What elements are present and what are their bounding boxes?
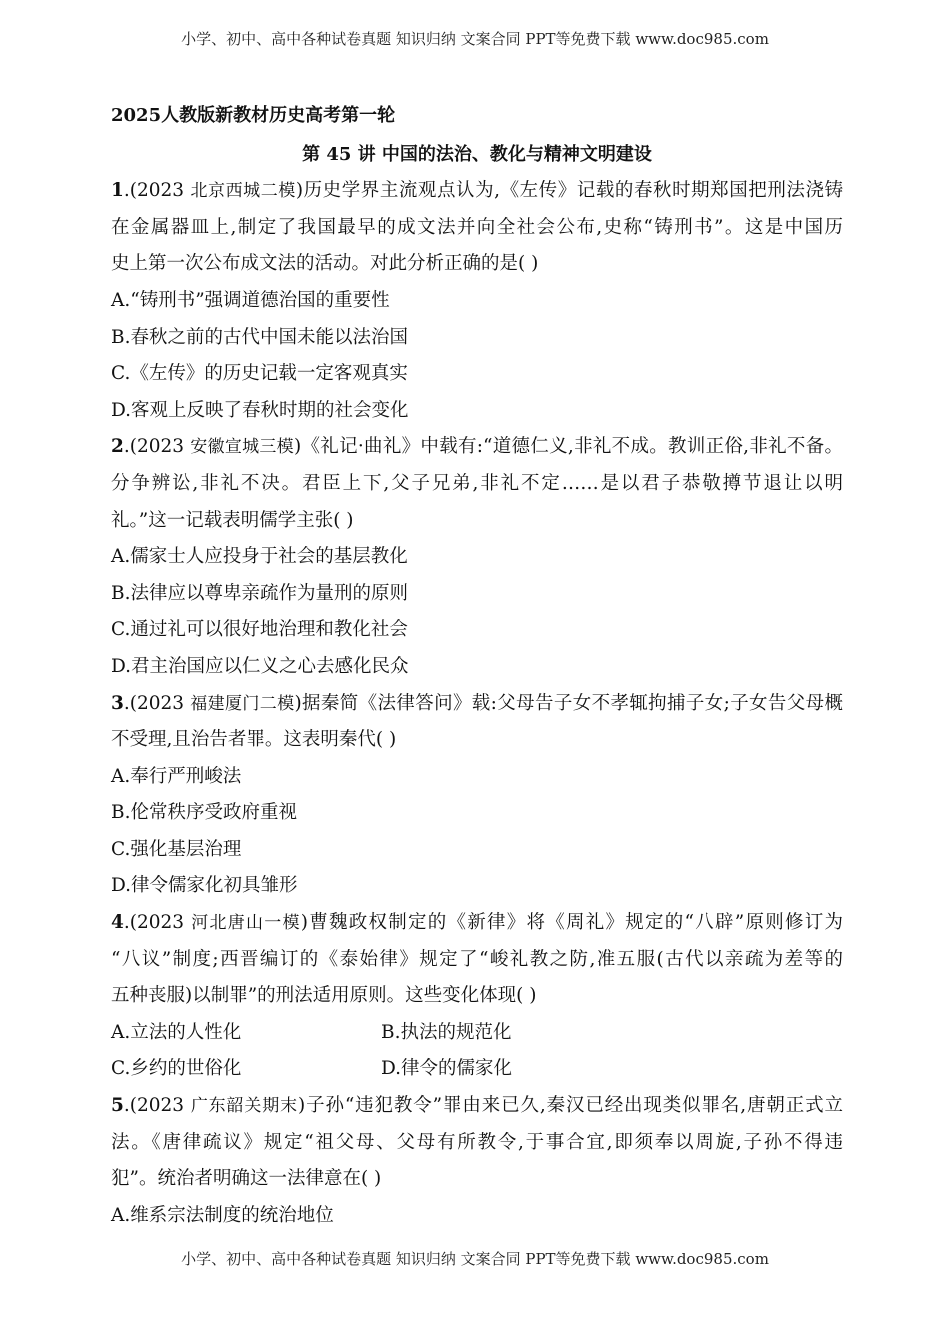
option-row bbox=[111, 1015, 843, 1052]
question-line: 3.(2023 福建厦门二模)据秦简《法律答问》载:父母告子女不孝辄拘捕子女;子女告父母概 bbox=[111, 692, 843, 714]
question-3 bbox=[111, 686, 843, 906]
option-d: D.律令儒家化初具雏形 bbox=[111, 875, 298, 897]
option-b: B.春秋之前的古代中国未能以法治国 bbox=[111, 326, 408, 348]
question-line: 2.(2023 安徽宣城三模)《礼记·曲礼》中载有:“道德仁义,非礼不成。教训正俗,非礼不备。 bbox=[111, 436, 844, 458]
option-c: C.强化基层治理 bbox=[111, 838, 242, 860]
question-line: 5.(2023 广东韶关期末)子孙“违犯教令”罪由来已久,秦汉已经出现类似罪名,唐朝正式立 bbox=[111, 1095, 844, 1117]
option-b: B.伦常秩序受政府重视 bbox=[111, 802, 297, 824]
question-5 bbox=[111, 1088, 843, 1234]
question-line: 不受理,且治告者罪。这表明秦代( ) bbox=[111, 729, 397, 751]
question-line: 五种丧服)以制罪”的刑法适用原则。这些变化体现( ) bbox=[111, 985, 537, 1007]
option-b: B.法律应以尊卑亲疏作为量刑的原则 bbox=[111, 582, 408, 604]
option-a: A.“铸刑书”强调道德治国的重要性 bbox=[111, 289, 390, 311]
question-line: 分争辨讼,非礼不决。君臣上下,父子兄弟,非礼不定……是以君子恭敬撙节退让以明 bbox=[111, 472, 843, 494]
document-body bbox=[111, 98, 843, 1234]
series-title: 2025人教版新教材历史高考第一轮 bbox=[111, 105, 396, 126]
option-c: C.《左传》的历史记载一定客观真实 bbox=[111, 363, 408, 385]
option-a: A.奉行严刑峻法 bbox=[111, 765, 242, 787]
lecture-title: 第 45 讲 中国的法治、教化与精神文明建设 bbox=[302, 143, 652, 165]
option-b: B.执法的规范化 bbox=[381, 1021, 512, 1043]
option-d: D.客观上反映了春秋时期的社会变化 bbox=[111, 399, 409, 421]
question-1 bbox=[111, 173, 843, 429]
page-header: 小学、初中、高中各种试卷真题 知识归纳 文案合同 PPT等免费下载 www.doc985.com bbox=[181, 30, 769, 48]
question-line: 法。《唐律疏议》规定“祖父母、父母有所教令,于事合宜,即须奉以周旋,子孙不得违 bbox=[111, 1131, 843, 1153]
question-line: 犯”。统治者明确这一法律意在( ) bbox=[111, 1168, 382, 1190]
question-line: 礼。”这一记载表明儒学主张( ) bbox=[111, 509, 354, 531]
option-a: A.立法的人性化 bbox=[111, 1021, 242, 1043]
question-4 bbox=[111, 905, 843, 1088]
question-line: 4.(2023 河北唐山一模)曹魏政权制定的《新律》将《周礼》规定的“八辟”原则修订为 bbox=[111, 912, 844, 934]
question-line: 在金属器皿上,制定了我国最早的成文法并向全社会公布,史称“铸刑书”。这是中国历 bbox=[111, 216, 843, 238]
option-d: D.君主治国应以仁义之心去感化民众 bbox=[111, 655, 409, 677]
option-d: D.律令的儒家化 bbox=[381, 1058, 513, 1080]
option-a: A.儒家士人应投身于社会的基层教化 bbox=[111, 546, 408, 568]
option-c: C.乡约的世俗化 bbox=[111, 1058, 242, 1080]
option-c: C.通过礼可以很好地治理和教化社会 bbox=[111, 619, 408, 641]
question-line: 1.(2023 北京西城二模)历史学界主流观点认为,《左传》记载的春秋时期郑国把刑法浇铸 bbox=[111, 180, 844, 202]
page-footer: 小学、初中、高中各种试卷真题 知识归纳 文案合同 PPT等免费下载 www.doc985.com bbox=[181, 1250, 769, 1268]
question-line: 史上第一次公布成文法的活动。对此分析正确的是( ) bbox=[111, 253, 539, 275]
question-line: “八议”制度;西晋编订的《泰始律》规定了“峻礼教之防,准五服(古代以亲疏为差等的 bbox=[111, 948, 843, 970]
question-2 bbox=[111, 429, 843, 685]
option-row bbox=[111, 1051, 843, 1088]
option-a: A.维系宗法制度的统治地位 bbox=[111, 1204, 334, 1226]
